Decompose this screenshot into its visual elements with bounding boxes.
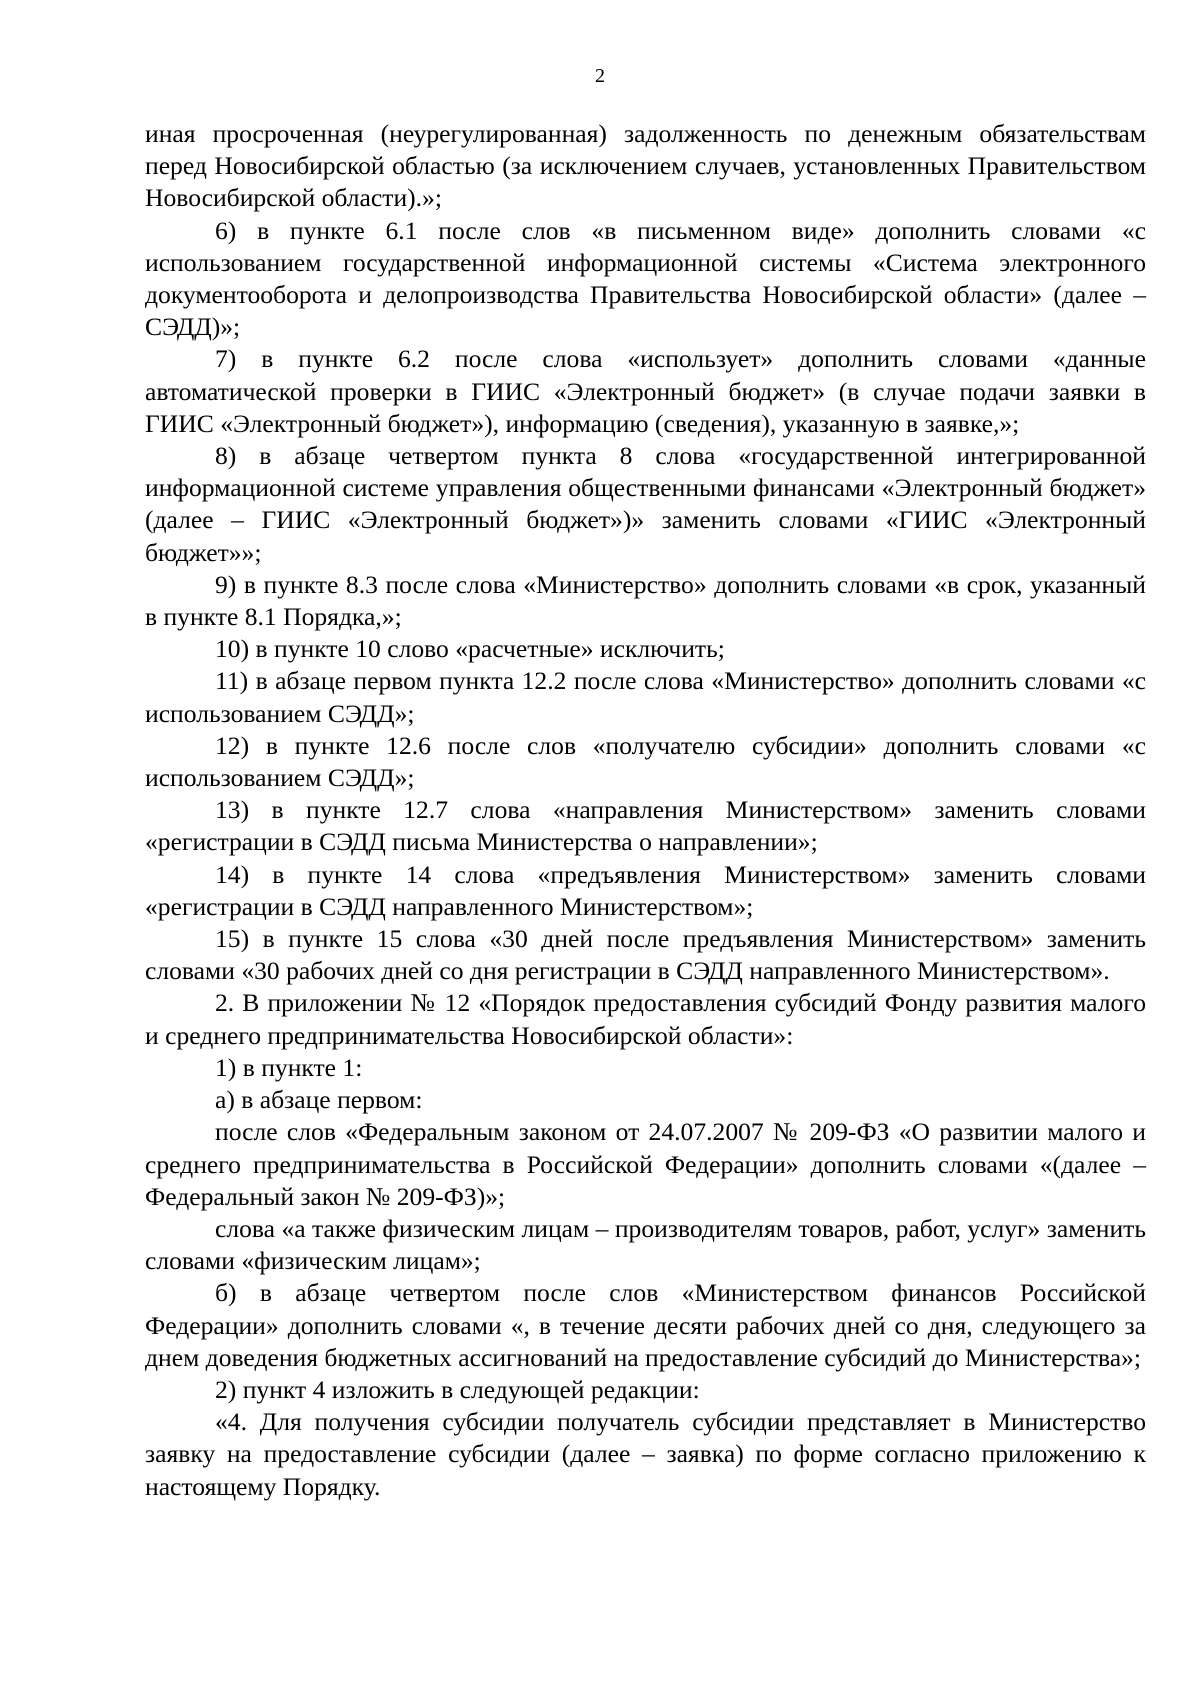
paragraph-replace-words: слова «а также физическим лицам – производителям товаров, работ, услуг» заменить словами «физическим лицам»;	[145, 1213, 1146, 1276]
paragraph-clause-4: «4. Для получения субсидии получатель субсидии представляет в Министерство заявку на предоставление субсидии (далее – заявка) по форме согласно приложению к настоящему Порядку.	[145, 1407, 1146, 1501]
paragraph-subitem-1: 1) в пункте 1:	[215, 1052, 363, 1082]
page-number: 2	[595, 65, 605, 87]
paragraph-subitem-a: а) в абзаце первом:	[215, 1085, 423, 1115]
paragraph-after-words: после слов «Федеральным законом от 24.07.2007 № 209-ФЗ «О развитии малого и среднего предпринимательства в Российской Федерации» дополнить словами «(далее – Федеральный закон № 209-ФЗ)»;	[145, 1117, 1146, 1211]
paragraph-item-14: 14) в пункте 14 слова «предъявления Министерством» заменить словами «регистрации в СЭДД направленного Министерством»;	[145, 859, 1146, 921]
paragraph-item-7: 7) в пункте 6.2 после слова «использует» дополнить словами «данные автоматической проверки в ГИИС «Электронный бюджет» (в случае подачи заявки в ГИИС «Электронный бюджет»), информацию (сведения), указанную в заявке,»;	[145, 344, 1146, 438]
paragraph-section-2: 2. В приложении № 12 «Порядок предоставления субсидий Фонду развития малого и среднего предпринимательства Новосибирской области»:	[145, 988, 1146, 1050]
paragraph-item-8: 8) в абзаце четвертом пункта 8 слова «государственной интегрированной информационной системе управления общественными финансами «Электронный бюджет» (далее – ГИИС «Электронный бюджет»)» заменить словами «ГИИС «Электронный бюджет»»;	[145, 441, 1146, 567]
paragraph-item-10: 10) в пункте 10 слово «расчетные» исключить;	[215, 634, 725, 664]
paragraph-item-9: 9) в пункте 8.3 после слова «Министерство» дополнить словами «в срок, указанный в пункте 8.1 Порядка,»;	[145, 569, 1146, 632]
paragraph-item-6: 6) в пункте 6.1 после слов «в письменном виде» дополнить словами «с использованием государственной информационной системы «Система электронного документооборота и делопроизводства Правительства Новосибирской области» (далее – СЭДД)»;	[145, 215, 1146, 342]
paragraph-item-12: 12) в пункте 12.6 после слов «получателю субсидии» дополнить словами «с использованием СЭДД»;	[145, 730, 1146, 793]
paragraph-item-15: 15) в пункте 15 слова «30 дней после предъявления Министерством» заменить словами «30 рабочих дней со дня регистрации в СЭДД направленного Министерством».	[145, 924, 1146, 986]
paragraph-subitem-b: б) в абзаце четвертом после слов «Министерством финансов Российской Федерации» дополнить словами «, в течение десяти рабочих дней со дня, следующего за днем доведения бюджетных ассигнований на предоставление субсидий до Министерства»;	[145, 1278, 1146, 1372]
paragraph-item-11: 11) в абзаце первом пункта 12.2 после слова «Министерство» дополнить словами «с использованием СЭДД»;	[145, 666, 1146, 728]
paragraph-continuation: иная просроченная (неурегулированная) задолженность по денежным обязательствам перед Новосибирской областью (за исключением случаев, установленных Правительством Новосибирской области).»;	[145, 119, 1146, 213]
document-body	[145, 118, 1146, 1503]
paragraph-subitem-2: 2) пункт 4 изложить в следующей редакции:	[215, 1374, 700, 1404]
paragraph-item-13: 13) в пункте 12.7 слова «направления Министерством» заменить словами «регистрации в СЭДД письма Министерства о направлении»;	[145, 795, 1146, 857]
